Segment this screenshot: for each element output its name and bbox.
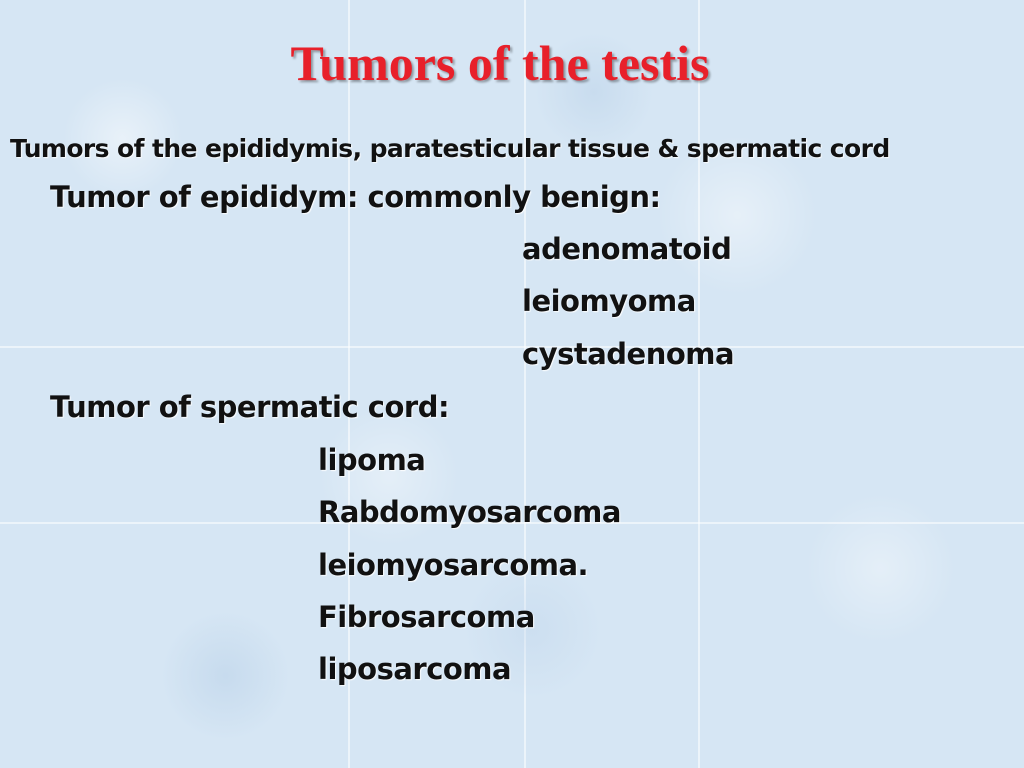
spermatic-cord-item-rabdomyosarcoma: Rabdomyosarcoma (318, 495, 621, 529)
spermatic-cord-item-leiomyosarcoma: leiomyosarcoma. (318, 548, 589, 582)
spermatic-cord-item-liposarcoma: liposarcoma (318, 652, 512, 686)
epididymis-item-cystadenoma: cystadenoma (522, 337, 735, 371)
spermatic-cord-item-lipoma: lipoma (318, 443, 426, 477)
epididymis-heading: Tumor of epididym: commonly benign: (50, 180, 661, 214)
slide-subtitle: Tumors of the epididymis, paratesticular tissue & spermatic cord (10, 134, 890, 163)
slide-title: Tumors of the testis (290, 35, 710, 91)
spermatic-cord-heading: Tumor of spermatic cord: (50, 390, 450, 424)
epididymis-item-leiomyoma: leiomyoma (522, 284, 696, 318)
spermatic-cord-item-fibrosarcoma: Fibrosarcoma (318, 600, 535, 634)
epididymis-item-adenomatoid: adenomatoid (522, 232, 732, 266)
